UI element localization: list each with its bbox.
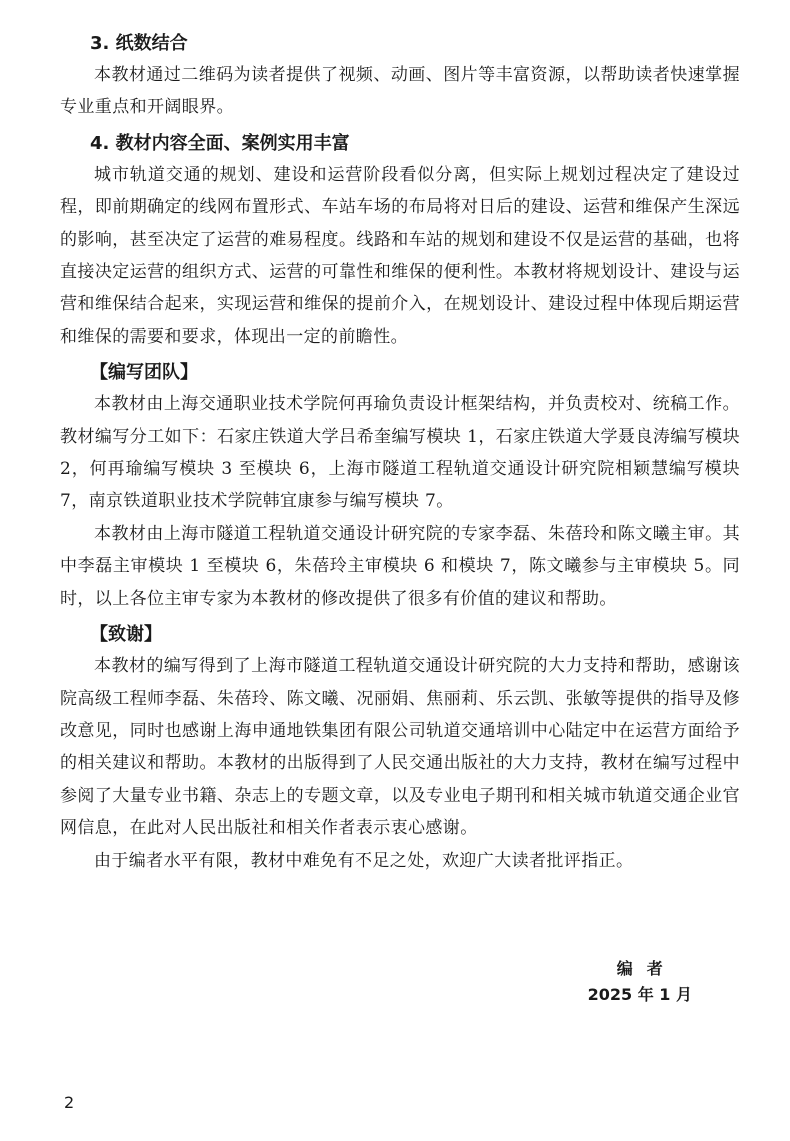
- thanks-paragraph-2: 由于编者水平有限，教材中难免有不足之处，欢迎广大读者批评指正。: [94, 850, 634, 871]
- team-heading: 【编写团队】: [90, 362, 198, 384]
- section-4-paragraph: 城市轨道交通的规划、建设和运营阶段看似分离，但实际上规划过程决定了建设过程，即前期确定的线网布置形式、车站车场的布局将对日后的建设、运营和维保产生深远的影响，甚至决定了运营的难易程度。线路和车站的规划和建设不仅是运营的基础，也将直接决定运营的组织方式、运营的可靠性和维保的便利性。本教材将规划设计、建设与运营和维保结合起来，实现运营和维保的提前介入，在规划设计、建设过程中体现后期运营和维保的需要和要求，体现出一定的前瞻性。: [60, 164, 740, 347]
- signature-date: 2025 年 1 月: [587, 985, 692, 1004]
- signature-block: [588, 956, 692, 1008]
- thanks-heading: 【致谢】: [90, 624, 162, 646]
- thanks-paragraph-1: 本教材的编写得到了上海市隧道工程轨道交通设计研究院的大力支持和帮助，感谢该院高级工程师李磊、朱蓓玲、陈文曦、况丽娟、焦丽莉、乐云凯、张敏等提供的指导及修改意见，同时也感谢上海申通地铁集团有限公司轨道交通培训中心陆定中在运营方面给予的相关建议和帮助。本教材的出版得到了人民交通出版社的大力支持，教材在编写过程中参阅了大量专业书籍、杂志上的专题文章，以及专业电子期刊和相关城市轨道交通企业官网信息，在此对人民出版社和相关作者表示衷心感谢。: [60, 656, 740, 839]
- page-number: 2: [64, 1093, 75, 1112]
- section-heading-3: 3. 纸数结合: [90, 33, 188, 54]
- section-3-paragraph: 本教材通过二维码为读者提供了视频、动画、图片等丰富资源，以帮助读者快速掌握专业重点和开阔眼界。: [60, 65, 740, 118]
- team-paragraph-2: 本教材由上海市隧道工程轨道交通设计研究院的专家李磊、朱蓓玲和陈文曦主审。其中李磊主审模块 1 至模块 6，朱蓓玲主审模块 6 和模块 7，陈文曦参与主审模块 5。同时，以上各位主审专家为本教材的修改提供了很多有价值的建议和帮助。: [60, 523, 740, 609]
- section-heading-4: 4. 教材内容全面、案例实用丰富: [90, 132, 350, 154]
- team-paragraph-1: 本教材由上海交通职业技术学院何再瑜负责设计框架结构，并负责校对、统稿工作。教材编写分工如下：石家庄铁道大学吕希奎编写模块 1，石家庄铁道大学聂良涛编写模块 2，何再瑜编写模块 3 至模块 6，上海市隧道工程轨道交通设计研究院相颖慧编写模块 7，南京铁道职业技术学院韩宜康参与编写模块 7。: [60, 394, 740, 512]
- signature-author: 编者: [616, 959, 677, 978]
- page-content: [60, 28, 740, 877]
